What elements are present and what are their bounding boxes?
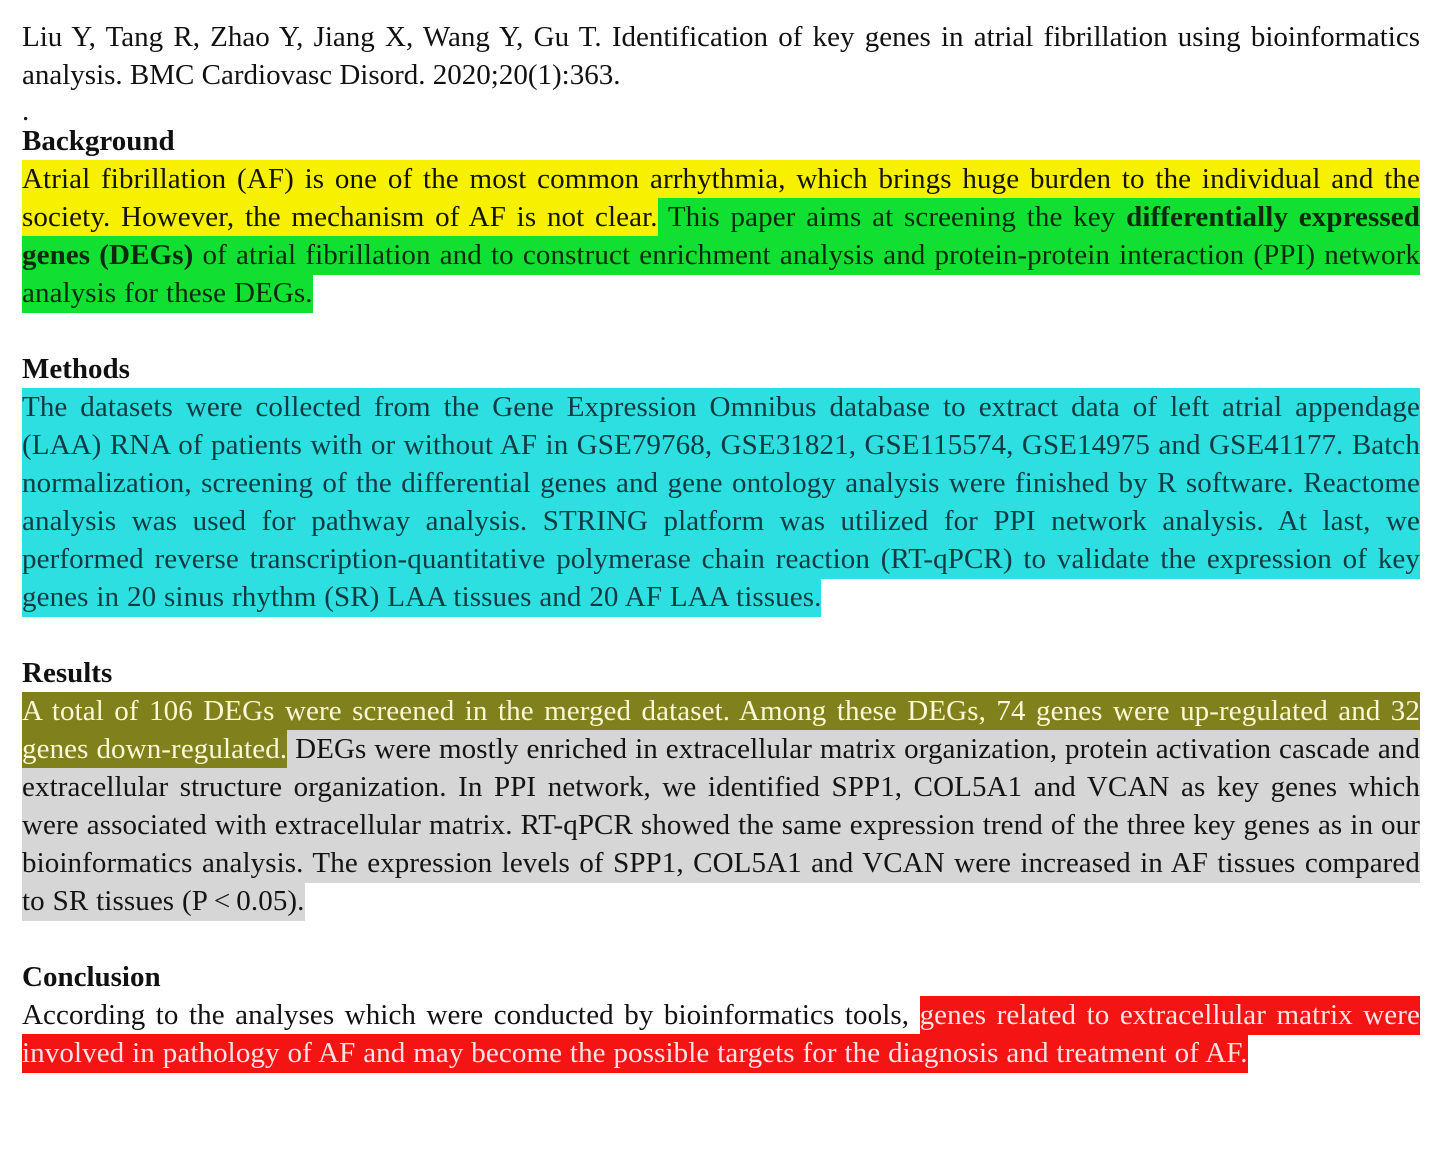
green-run-lead-text: This paper aims at screening the key — [657, 201, 1127, 233]
section-heading-background: Background — [22, 125, 175, 157]
section-body-methods — [22, 388, 1420, 616]
conclusion-plain-run: According to the analyses which were conducted by bioinformatics tools, — [22, 999, 920, 1031]
highlight-cyan-run: The datasets were collected from the Gene Expression Omnibus database to extract data of left atrial appendage (LAA) RNA of patients with or without AF in GSE79768, GSE31821, GSE115574, GSE14975 and GSE41177. Batch normalization, screening of the differential genes and gene ontology analysis were finished by R software. Reactome analysis was used for pathway analysis. STRING platform was utilized for PPI network analysis. At last, we performed reverse transcription-quantitative polymerase chain reaction (RT-qPCR) to validate the expression of key genes in 20 sinus rhythm (SR) LAA tissues and 20 AF LAA tissues. — [22, 388, 1420, 617]
section-heading-methods: Methods — [22, 353, 130, 385]
highlight-red-run: genes related to extracellular matrix were involved in pathology of AF and may become the possible targets for the diagnosis and treatment of AF. — [22, 996, 1420, 1073]
highlight-olive-run: A total of 106 DEGs were screened in the merged dataset. Among these DEGs, 74 genes were up-regulated and 32 genes down-regulated. — [22, 692, 1420, 769]
highlight-yellow-run: Atrial fibrillation (AF) is one of the most common arrhythmia, which brings huge burden to the individual and the society. However, the mechanism of AF is not clear. — [22, 160, 1420, 237]
highlight-gray-run: DEGs were mostly enriched in extracellular matrix organization, protein activation cascade and extracellular structure organization. In PPI network, we identified SPP1, COL5A1 and VCAN as key genes which were associated with extracellular matrix. RT-qPCR showed the same expression trend of the three key genes as in our bioinformatics analysis. The expression levels of SPP1, COL5A1 and VCAN were increased in AF tissues compared to SR tissues (P < 0.05). — [22, 730, 1420, 921]
section-spacer-3 — [22, 920, 1420, 958]
section-heading-conclusion: Conclusion — [22, 961, 161, 993]
green-run-tail-text: of atrial fibrillation and to construct enrichment analysis and protein-protein interaction (PPI) network analysis for these DEGs. — [22, 239, 1420, 309]
section-body-background — [22, 160, 1420, 312]
section-spacer-1 — [22, 312, 1420, 350]
section-spacer-2 — [22, 616, 1420, 654]
section-body-results — [22, 692, 1420, 920]
bold-term-degs: differentially expressed genes (DEGs) — [22, 201, 1420, 271]
citation-line: Liu Y, Tang R, Zhao Y, Jiang X, Wang Y, Gu T. Identification of key genes in atrial fibrillation using bioinformatics analysis. BMC Cardiovasc Disord. 2020;20(1):363. — [22, 21, 1420, 91]
section-heading-results: Results — [22, 657, 113, 689]
section-body-conclusion — [22, 996, 1420, 1072]
stray-period-mark: . — [22, 95, 30, 127]
